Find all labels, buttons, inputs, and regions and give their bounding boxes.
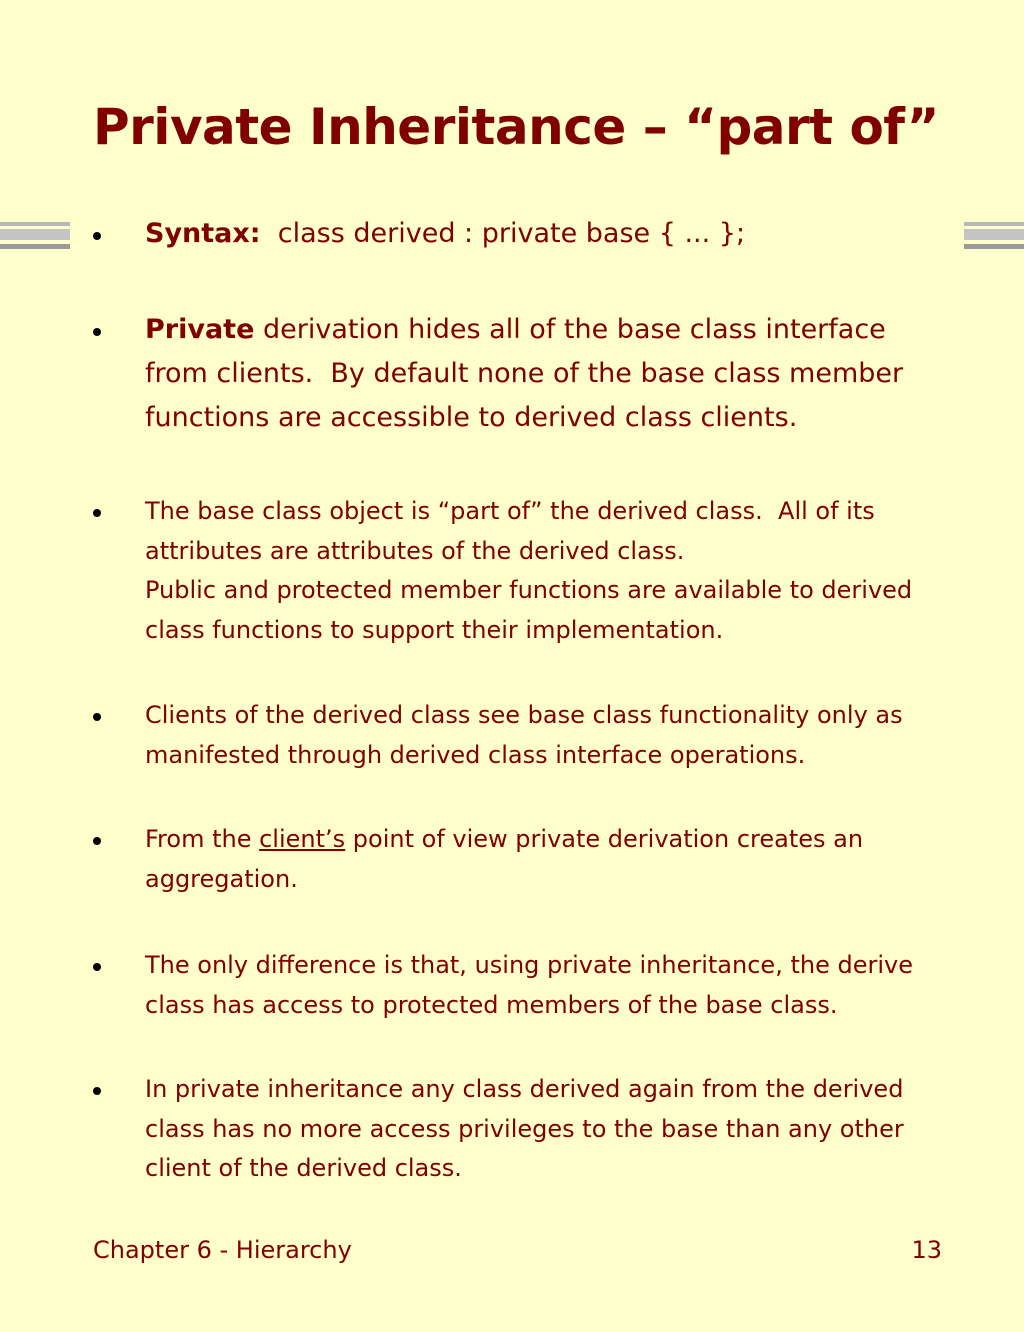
bullet-text (145, 308, 935, 440)
bullet-text (145, 212, 935, 256)
decorative-bars-right (964, 222, 1024, 252)
bullet-line: class functions to support their implementation. (145, 615, 724, 644)
bullet-dot-icon (93, 963, 101, 971)
bullet-line: derivation hides all of the base class interface (254, 314, 886, 345)
bullet-line: attributes are attributes of the derived class. (145, 536, 685, 565)
decorative-bars-left (0, 222, 70, 252)
bullet-line: Public and protected member functions are available to derived (145, 576, 913, 604)
bullet-dot-icon (93, 713, 101, 721)
bullet-text (145, 1070, 935, 1189)
bullet-line: In private inheritance any class derived again from the derived (145, 1075, 904, 1103)
footer-page-number: 13 (911, 1236, 942, 1264)
private-keyword: Private (145, 314, 255, 345)
bullet-dot-icon (93, 232, 101, 240)
bullet-line: manifested through derived class interface operations. (145, 740, 806, 769)
bullet-dot-icon (93, 328, 101, 336)
bullet-line: from clients. By default none of the base class member (145, 358, 904, 389)
bullet-line: Clients of the derived class see base class functionality only as (145, 701, 903, 729)
bullet-line: class has access to protected members of the base class. (145, 990, 838, 1019)
syntax-label: Syntax: (145, 218, 261, 249)
bullet-dot-icon (93, 837, 101, 845)
bullet-dot-icon (93, 509, 101, 517)
bullet-text (145, 820, 935, 899)
footer-chapter: Chapter 6 - Hierarchy (93, 1236, 352, 1264)
bullet-line: class has no more access privileges to the base than any other (145, 1114, 904, 1143)
bullet-line: From the (145, 825, 260, 853)
bullet-line: point of view private derivation creates an (345, 825, 864, 853)
bullet-text (145, 696, 935, 775)
bullet-line: client of the derived class. (145, 1154, 462, 1182)
slide-title: Private Inheritance – “part of” (93, 98, 940, 156)
bullet-line: The base class object is “part of” the derived class. All of its (145, 497, 875, 525)
bullet-line: functions are accessible to derived class clients. (145, 402, 798, 433)
bullet-line: aggregation. (145, 864, 298, 893)
bullet-text (145, 492, 935, 650)
bullet-dot-icon (93, 1087, 101, 1095)
bullet-text (145, 946, 935, 1025)
bullet-line: The only difference is that, using private inheritance, the derive (145, 951, 913, 979)
client-emphasis: client’s (259, 825, 346, 853)
syntax-code: class derived : private base { ... }; (260, 218, 746, 249)
